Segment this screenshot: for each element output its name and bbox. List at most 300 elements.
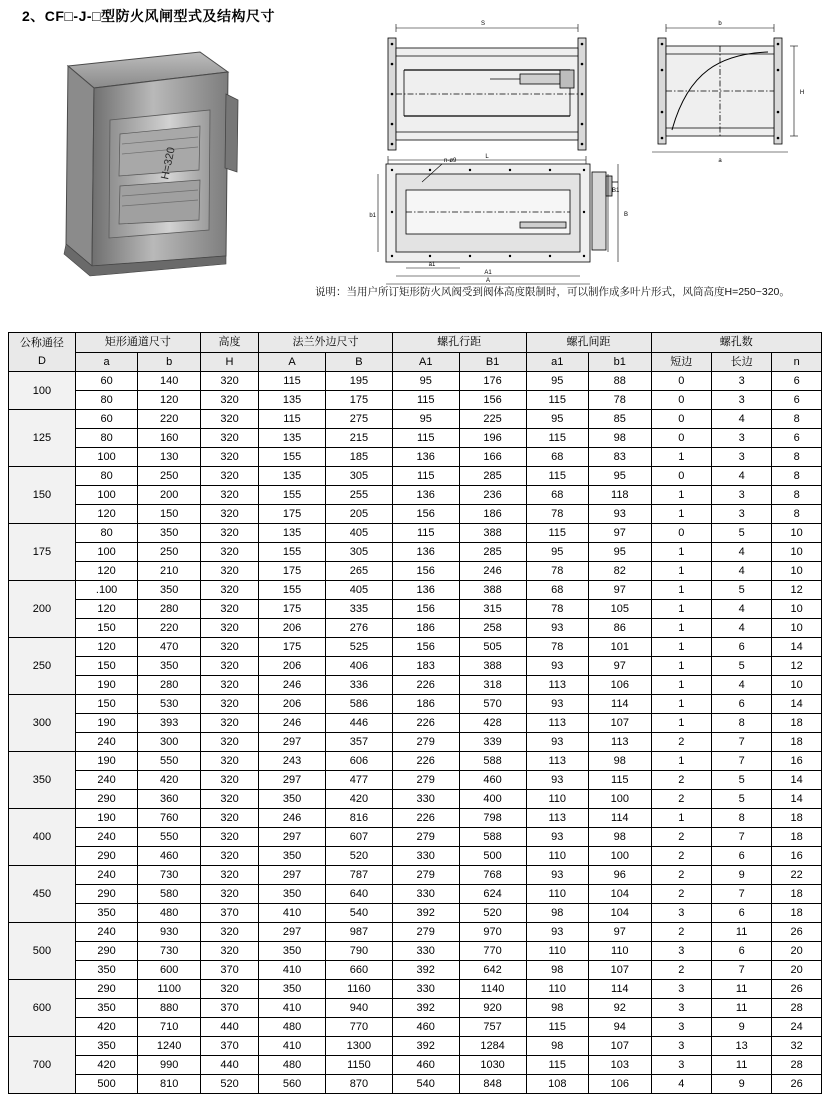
cell-B1: 588 xyxy=(459,828,526,847)
col-b1: b1 xyxy=(589,353,652,372)
cell-dn: 700 xyxy=(9,1037,76,1094)
svg-text:S: S xyxy=(480,21,486,27)
cell-n: 10 xyxy=(772,562,822,581)
cell-A1: 115 xyxy=(392,524,459,543)
cell-B1: 258 xyxy=(459,619,526,638)
cell-a1: 115 xyxy=(526,429,589,448)
table-row xyxy=(9,486,822,505)
cell-H: 320 xyxy=(200,828,258,847)
cell-b: 280 xyxy=(138,676,201,695)
cell-A: 115 xyxy=(259,372,326,391)
cell-a1: 68 xyxy=(526,448,589,467)
cell-b: 200 xyxy=(138,486,201,505)
cell-b: 300 xyxy=(138,733,201,752)
cell-A: 155 xyxy=(259,486,326,505)
svg-text:b: b xyxy=(718,21,722,27)
cell-B: 405 xyxy=(325,524,392,543)
cell-a1: 68 xyxy=(526,581,589,600)
cell-B1: 505 xyxy=(459,638,526,657)
page-title: 2、CF□-J-□型防火风闸型式及结构尺寸 xyxy=(22,8,275,24)
cell-n: 8 xyxy=(772,448,822,467)
table-row xyxy=(9,828,822,847)
cell-A1: 330 xyxy=(392,942,459,961)
table-row xyxy=(9,1037,822,1056)
cell-A1: 156 xyxy=(392,505,459,524)
cell-B1: 428 xyxy=(459,714,526,733)
cell-B1: 388 xyxy=(459,524,526,543)
cell-b1: 104 xyxy=(589,885,652,904)
table-row xyxy=(9,562,822,581)
cell-H: 320 xyxy=(200,885,258,904)
cell-b1: 113 xyxy=(589,733,652,752)
cell-A1: 279 xyxy=(392,733,459,752)
cell-A: 350 xyxy=(259,942,326,961)
cell-A1: 460 xyxy=(392,1018,459,1037)
cell-B: 405 xyxy=(325,581,392,600)
cell-b1: 115 xyxy=(589,771,652,790)
cell-long: 7 xyxy=(711,752,771,771)
cell-B1: 848 xyxy=(459,1075,526,1094)
cell-a: 100 xyxy=(75,486,138,505)
cell-b: 350 xyxy=(138,657,201,676)
cell-n: 26 xyxy=(772,980,822,999)
cell-short: 3 xyxy=(651,942,711,961)
table-row xyxy=(9,733,822,752)
svg-text:a: a xyxy=(718,158,722,164)
cell-B: 205 xyxy=(325,505,392,524)
cell-b: 730 xyxy=(138,866,201,885)
table-row xyxy=(9,505,822,524)
cell-b: 550 xyxy=(138,828,201,847)
cell-B1: 588 xyxy=(459,752,526,771)
table-row xyxy=(9,999,822,1018)
cell-b1: 82 xyxy=(589,562,652,581)
cell-a1: 115 xyxy=(526,391,589,410)
col-group-flange: 法兰外边尺寸 xyxy=(259,333,393,353)
cell-long: 3 xyxy=(711,429,771,448)
cell-H: 320 xyxy=(200,486,258,505)
cell-n: 6 xyxy=(772,372,822,391)
cell-a1: 115 xyxy=(526,467,589,486)
cell-a1: 115 xyxy=(526,1056,589,1075)
cell-b: 1240 xyxy=(138,1037,201,1056)
cell-A: 246 xyxy=(259,676,326,695)
cell-B1: 920 xyxy=(459,999,526,1018)
cell-B: 940 xyxy=(325,999,392,1018)
cell-A1: 279 xyxy=(392,923,459,942)
cell-B1: 570 xyxy=(459,695,526,714)
cell-a: 80 xyxy=(75,429,138,448)
cell-n: 18 xyxy=(772,714,822,733)
cell-H: 320 xyxy=(200,980,258,999)
table-row xyxy=(9,809,822,828)
cell-A: 206 xyxy=(259,657,326,676)
cell-a1: 68 xyxy=(526,486,589,505)
cell-A: 480 xyxy=(259,1018,326,1037)
cell-B1: 1140 xyxy=(459,980,526,999)
cell-A: 155 xyxy=(259,543,326,562)
cell-B1: 770 xyxy=(459,942,526,961)
col-a1: a1 xyxy=(526,353,589,372)
cell-b: 420 xyxy=(138,771,201,790)
cell-a1: 113 xyxy=(526,714,589,733)
col-short-side: 短边 xyxy=(651,353,711,372)
cell-a: 290 xyxy=(75,847,138,866)
cell-n: 10 xyxy=(772,676,822,695)
cell-A1: 226 xyxy=(392,714,459,733)
cell-short: 0 xyxy=(651,429,711,448)
cell-a1: 93 xyxy=(526,733,589,752)
cell-B1: 285 xyxy=(459,467,526,486)
cell-A1: 156 xyxy=(392,638,459,657)
cell-b1: 98 xyxy=(589,752,652,771)
cell-long: 4 xyxy=(711,600,771,619)
cell-short: 1 xyxy=(651,657,711,676)
cell-b: 130 xyxy=(138,448,201,467)
table-row xyxy=(9,467,822,486)
cell-A1: 95 xyxy=(392,410,459,429)
table-row xyxy=(9,771,822,790)
cell-B: 215 xyxy=(325,429,392,448)
cell-n: 32 xyxy=(772,1037,822,1056)
cell-n: 14 xyxy=(772,695,822,714)
col-group-duct: 矩形通道尺寸 xyxy=(75,333,200,353)
cell-B: 446 xyxy=(325,714,392,733)
cell-long: 4 xyxy=(711,676,771,695)
cell-long: 7 xyxy=(711,961,771,980)
cell-B: 787 xyxy=(325,866,392,885)
cell-a1: 113 xyxy=(526,676,589,695)
cell-B1: 970 xyxy=(459,923,526,942)
cell-n: 26 xyxy=(772,923,822,942)
col-group-dn xyxy=(9,333,76,372)
cell-b1: 97 xyxy=(589,657,652,676)
cell-H: 320 xyxy=(200,600,258,619)
cell-A: 560 xyxy=(259,1075,326,1094)
cell-A1: 279 xyxy=(392,866,459,885)
cell-H: 320 xyxy=(200,524,258,543)
svg-text:H: H xyxy=(799,90,805,96)
table-row xyxy=(9,904,822,923)
cell-a1: 113 xyxy=(526,752,589,771)
cell-A1: 115 xyxy=(392,391,459,410)
cell-a: 500 xyxy=(75,1075,138,1094)
cell-long: 3 xyxy=(711,448,771,467)
cell-a: 350 xyxy=(75,1037,138,1056)
table-row xyxy=(9,847,822,866)
cell-b: 470 xyxy=(138,638,201,657)
cell-a: 80 xyxy=(75,467,138,486)
cell-dn: 600 xyxy=(9,980,76,1037)
cell-H: 320 xyxy=(200,695,258,714)
cell-a: 240 xyxy=(75,733,138,752)
cell-A1: 136 xyxy=(392,543,459,562)
cell-H: 370 xyxy=(200,1037,258,1056)
cell-B1: 196 xyxy=(459,429,526,448)
cell-H: 320 xyxy=(200,391,258,410)
table-row xyxy=(9,619,822,638)
table-row xyxy=(9,448,822,467)
cell-b1: 95 xyxy=(589,543,652,562)
cell-a1: 78 xyxy=(526,505,589,524)
cell-B: 275 xyxy=(325,410,392,429)
cell-B: 586 xyxy=(325,695,392,714)
cell-A: 297 xyxy=(259,866,326,885)
cell-a: 240 xyxy=(75,866,138,885)
cell-A: 135 xyxy=(259,524,326,543)
cell-b1: 96 xyxy=(589,866,652,885)
cell-H: 320 xyxy=(200,657,258,676)
cell-B1: 388 xyxy=(459,657,526,676)
cell-a: 350 xyxy=(75,999,138,1018)
cell-short: 0 xyxy=(651,372,711,391)
cell-b: 280 xyxy=(138,600,201,619)
cell-short: 2 xyxy=(651,828,711,847)
cell-B1: 186 xyxy=(459,505,526,524)
cell-A: 350 xyxy=(259,980,326,999)
col-group-holepitch: 螺孔间距 xyxy=(526,333,651,353)
cell-long: 3 xyxy=(711,505,771,524)
cell-short: 1 xyxy=(651,619,711,638)
cell-b: 250 xyxy=(138,543,201,562)
cell-a1: 93 xyxy=(526,866,589,885)
cell-B: 816 xyxy=(325,809,392,828)
cell-B: 305 xyxy=(325,543,392,562)
cell-b: 710 xyxy=(138,1018,201,1037)
cell-b: 580 xyxy=(138,885,201,904)
table-row xyxy=(9,581,822,600)
cell-B1: 1284 xyxy=(459,1037,526,1056)
cell-A1: 392 xyxy=(392,999,459,1018)
cell-b: 210 xyxy=(138,562,201,581)
cell-short: 1 xyxy=(651,752,711,771)
cell-n: 8 xyxy=(772,505,822,524)
cell-A: 135 xyxy=(259,429,326,448)
cell-A1: 115 xyxy=(392,467,459,486)
cell-b1: 78 xyxy=(589,391,652,410)
cell-B1: 460 xyxy=(459,771,526,790)
cell-a1: 98 xyxy=(526,904,589,923)
cell-a: 290 xyxy=(75,942,138,961)
col-B: B xyxy=(325,353,392,372)
svg-text:L: L xyxy=(485,154,489,160)
cell-b: 550 xyxy=(138,752,201,771)
cell-B: 477 xyxy=(325,771,392,790)
cell-H: 370 xyxy=(200,999,258,1018)
cell-B1: 624 xyxy=(459,885,526,904)
cell-short: 2 xyxy=(651,923,711,942)
cell-short: 1 xyxy=(651,562,711,581)
cell-H: 320 xyxy=(200,410,258,429)
cell-long: 7 xyxy=(711,733,771,752)
cell-long: 4 xyxy=(711,467,771,486)
cell-b: 880 xyxy=(138,999,201,1018)
cell-dn: 450 xyxy=(9,866,76,923)
svg-text:n-ø9: n-ø9 xyxy=(444,158,457,164)
cell-short: 1 xyxy=(651,448,711,467)
cell-b: 460 xyxy=(138,847,201,866)
cell-H: 440 xyxy=(200,1018,258,1037)
cell-B: 870 xyxy=(325,1075,392,1094)
cell-n: 6 xyxy=(772,429,822,448)
cell-B1: 315 xyxy=(459,600,526,619)
cell-short: 0 xyxy=(651,391,711,410)
col-n: n xyxy=(772,353,822,372)
cell-b: 150 xyxy=(138,505,201,524)
cell-long: 5 xyxy=(711,771,771,790)
cell-b1: 100 xyxy=(589,847,652,866)
cell-n: 8 xyxy=(772,467,822,486)
cell-b: 120 xyxy=(138,391,201,410)
cell-long: 3 xyxy=(711,486,771,505)
cell-b1: 107 xyxy=(589,714,652,733)
cell-H: 520 xyxy=(200,1075,258,1094)
cell-n: 18 xyxy=(772,809,822,828)
cell-dn: 500 xyxy=(9,923,76,980)
cell-B: 406 xyxy=(325,657,392,676)
cell-n: 16 xyxy=(772,752,822,771)
cell-H: 320 xyxy=(200,581,258,600)
cell-H: 320 xyxy=(200,866,258,885)
cell-A: 297 xyxy=(259,828,326,847)
cell-B: 276 xyxy=(325,619,392,638)
cell-n: 14 xyxy=(772,638,822,657)
cell-short: 1 xyxy=(651,676,711,695)
cell-A: 246 xyxy=(259,714,326,733)
cell-b1: 83 xyxy=(589,448,652,467)
cell-a1: 78 xyxy=(526,638,589,657)
product-photo xyxy=(50,30,240,285)
cell-long: 4 xyxy=(711,619,771,638)
cell-long: 6 xyxy=(711,847,771,866)
cell-a1: 93 xyxy=(526,695,589,714)
cell-b1: 98 xyxy=(589,429,652,448)
cell-H: 320 xyxy=(200,638,258,657)
cell-a: 190 xyxy=(75,714,138,733)
cell-n: 18 xyxy=(772,733,822,752)
cell-a1: 113 xyxy=(526,809,589,828)
cell-B: 770 xyxy=(325,1018,392,1037)
table-row xyxy=(9,695,822,714)
cell-b1: 110 xyxy=(589,942,652,961)
cell-b: 930 xyxy=(138,923,201,942)
cell-n: 26 xyxy=(772,1075,822,1094)
cell-a: 290 xyxy=(75,790,138,809)
cell-n: 18 xyxy=(772,885,822,904)
svg-text:b1: b1 xyxy=(369,213,376,219)
engineering-drawing xyxy=(370,12,820,287)
cell-B: 790 xyxy=(325,942,392,961)
cell-B1: 339 xyxy=(459,733,526,752)
col-group-height: 高度 xyxy=(200,333,258,353)
cell-B1: 246 xyxy=(459,562,526,581)
cell-a1: 110 xyxy=(526,885,589,904)
table-row xyxy=(9,391,822,410)
cell-b1: 114 xyxy=(589,809,652,828)
cell-long: 7 xyxy=(711,885,771,904)
col-A: A xyxy=(259,353,326,372)
cell-b: 360 xyxy=(138,790,201,809)
table-row xyxy=(9,372,822,391)
cell-B1: 520 xyxy=(459,904,526,923)
cell-A: 175 xyxy=(259,505,326,524)
cell-B1: 500 xyxy=(459,847,526,866)
cell-H: 320 xyxy=(200,467,258,486)
cell-b1: 92 xyxy=(589,999,652,1018)
cell-a1: 95 xyxy=(526,543,589,562)
cell-H: 320 xyxy=(200,714,258,733)
table-row xyxy=(9,980,822,999)
cell-a: 290 xyxy=(75,885,138,904)
cell-A1: 392 xyxy=(392,961,459,980)
col-long-side: 长边 xyxy=(711,353,771,372)
cell-short: 2 xyxy=(651,790,711,809)
cell-a1: 98 xyxy=(526,1037,589,1056)
cell-b: 760 xyxy=(138,809,201,828)
drawing-note: 说明：当用户所订矩形防火风阀受到阀体高度限制时，可以制作成多叶片形式，风筒高度H=250~320。 xyxy=(315,286,790,298)
cell-B: 336 xyxy=(325,676,392,695)
cell-n: 28 xyxy=(772,999,822,1018)
cell-a1: 78 xyxy=(526,600,589,619)
cell-long: 6 xyxy=(711,638,771,657)
cell-n: 16 xyxy=(772,847,822,866)
svg-text:B1: B1 xyxy=(612,188,620,194)
cell-B: 265 xyxy=(325,562,392,581)
cell-A1: 392 xyxy=(392,1037,459,1056)
cell-H: 320 xyxy=(200,942,258,961)
cell-a1: 110 xyxy=(526,942,589,961)
cell-n: 8 xyxy=(772,410,822,429)
cell-A: 350 xyxy=(259,885,326,904)
cell-A1: 136 xyxy=(392,486,459,505)
cell-a: 420 xyxy=(75,1018,138,1037)
cell-a1: 78 xyxy=(526,562,589,581)
table-row xyxy=(9,543,822,562)
cell-b1: 107 xyxy=(589,961,652,980)
cell-A1: 226 xyxy=(392,752,459,771)
cell-A1: 186 xyxy=(392,619,459,638)
cell-A: 480 xyxy=(259,1056,326,1075)
table-row xyxy=(9,942,822,961)
cell-a1: 108 xyxy=(526,1075,589,1094)
cell-A1: 330 xyxy=(392,790,459,809)
cell-B1: 388 xyxy=(459,581,526,600)
cell-B: 1150 xyxy=(325,1056,392,1075)
cell-b1: 85 xyxy=(589,410,652,429)
cell-A: 350 xyxy=(259,847,326,866)
cell-A1: 279 xyxy=(392,828,459,847)
cell-A1: 136 xyxy=(392,448,459,467)
cell-long: 6 xyxy=(711,695,771,714)
cell-b: 530 xyxy=(138,695,201,714)
cell-A1: 186 xyxy=(392,695,459,714)
cell-A: 206 xyxy=(259,619,326,638)
table-row xyxy=(9,923,822,942)
table-row xyxy=(9,885,822,904)
cell-a: 350 xyxy=(75,961,138,980)
cell-A1: 226 xyxy=(392,676,459,695)
table-row xyxy=(9,790,822,809)
cell-b: 730 xyxy=(138,942,201,961)
cell-a1: 110 xyxy=(526,980,589,999)
cell-b1: 114 xyxy=(589,980,652,999)
cell-A1: 115 xyxy=(392,429,459,448)
cell-short: 1 xyxy=(651,505,711,524)
cell-a1: 93 xyxy=(526,828,589,847)
cell-a1: 110 xyxy=(526,790,589,809)
cell-b: 810 xyxy=(138,1075,201,1094)
cell-n: 10 xyxy=(772,524,822,543)
